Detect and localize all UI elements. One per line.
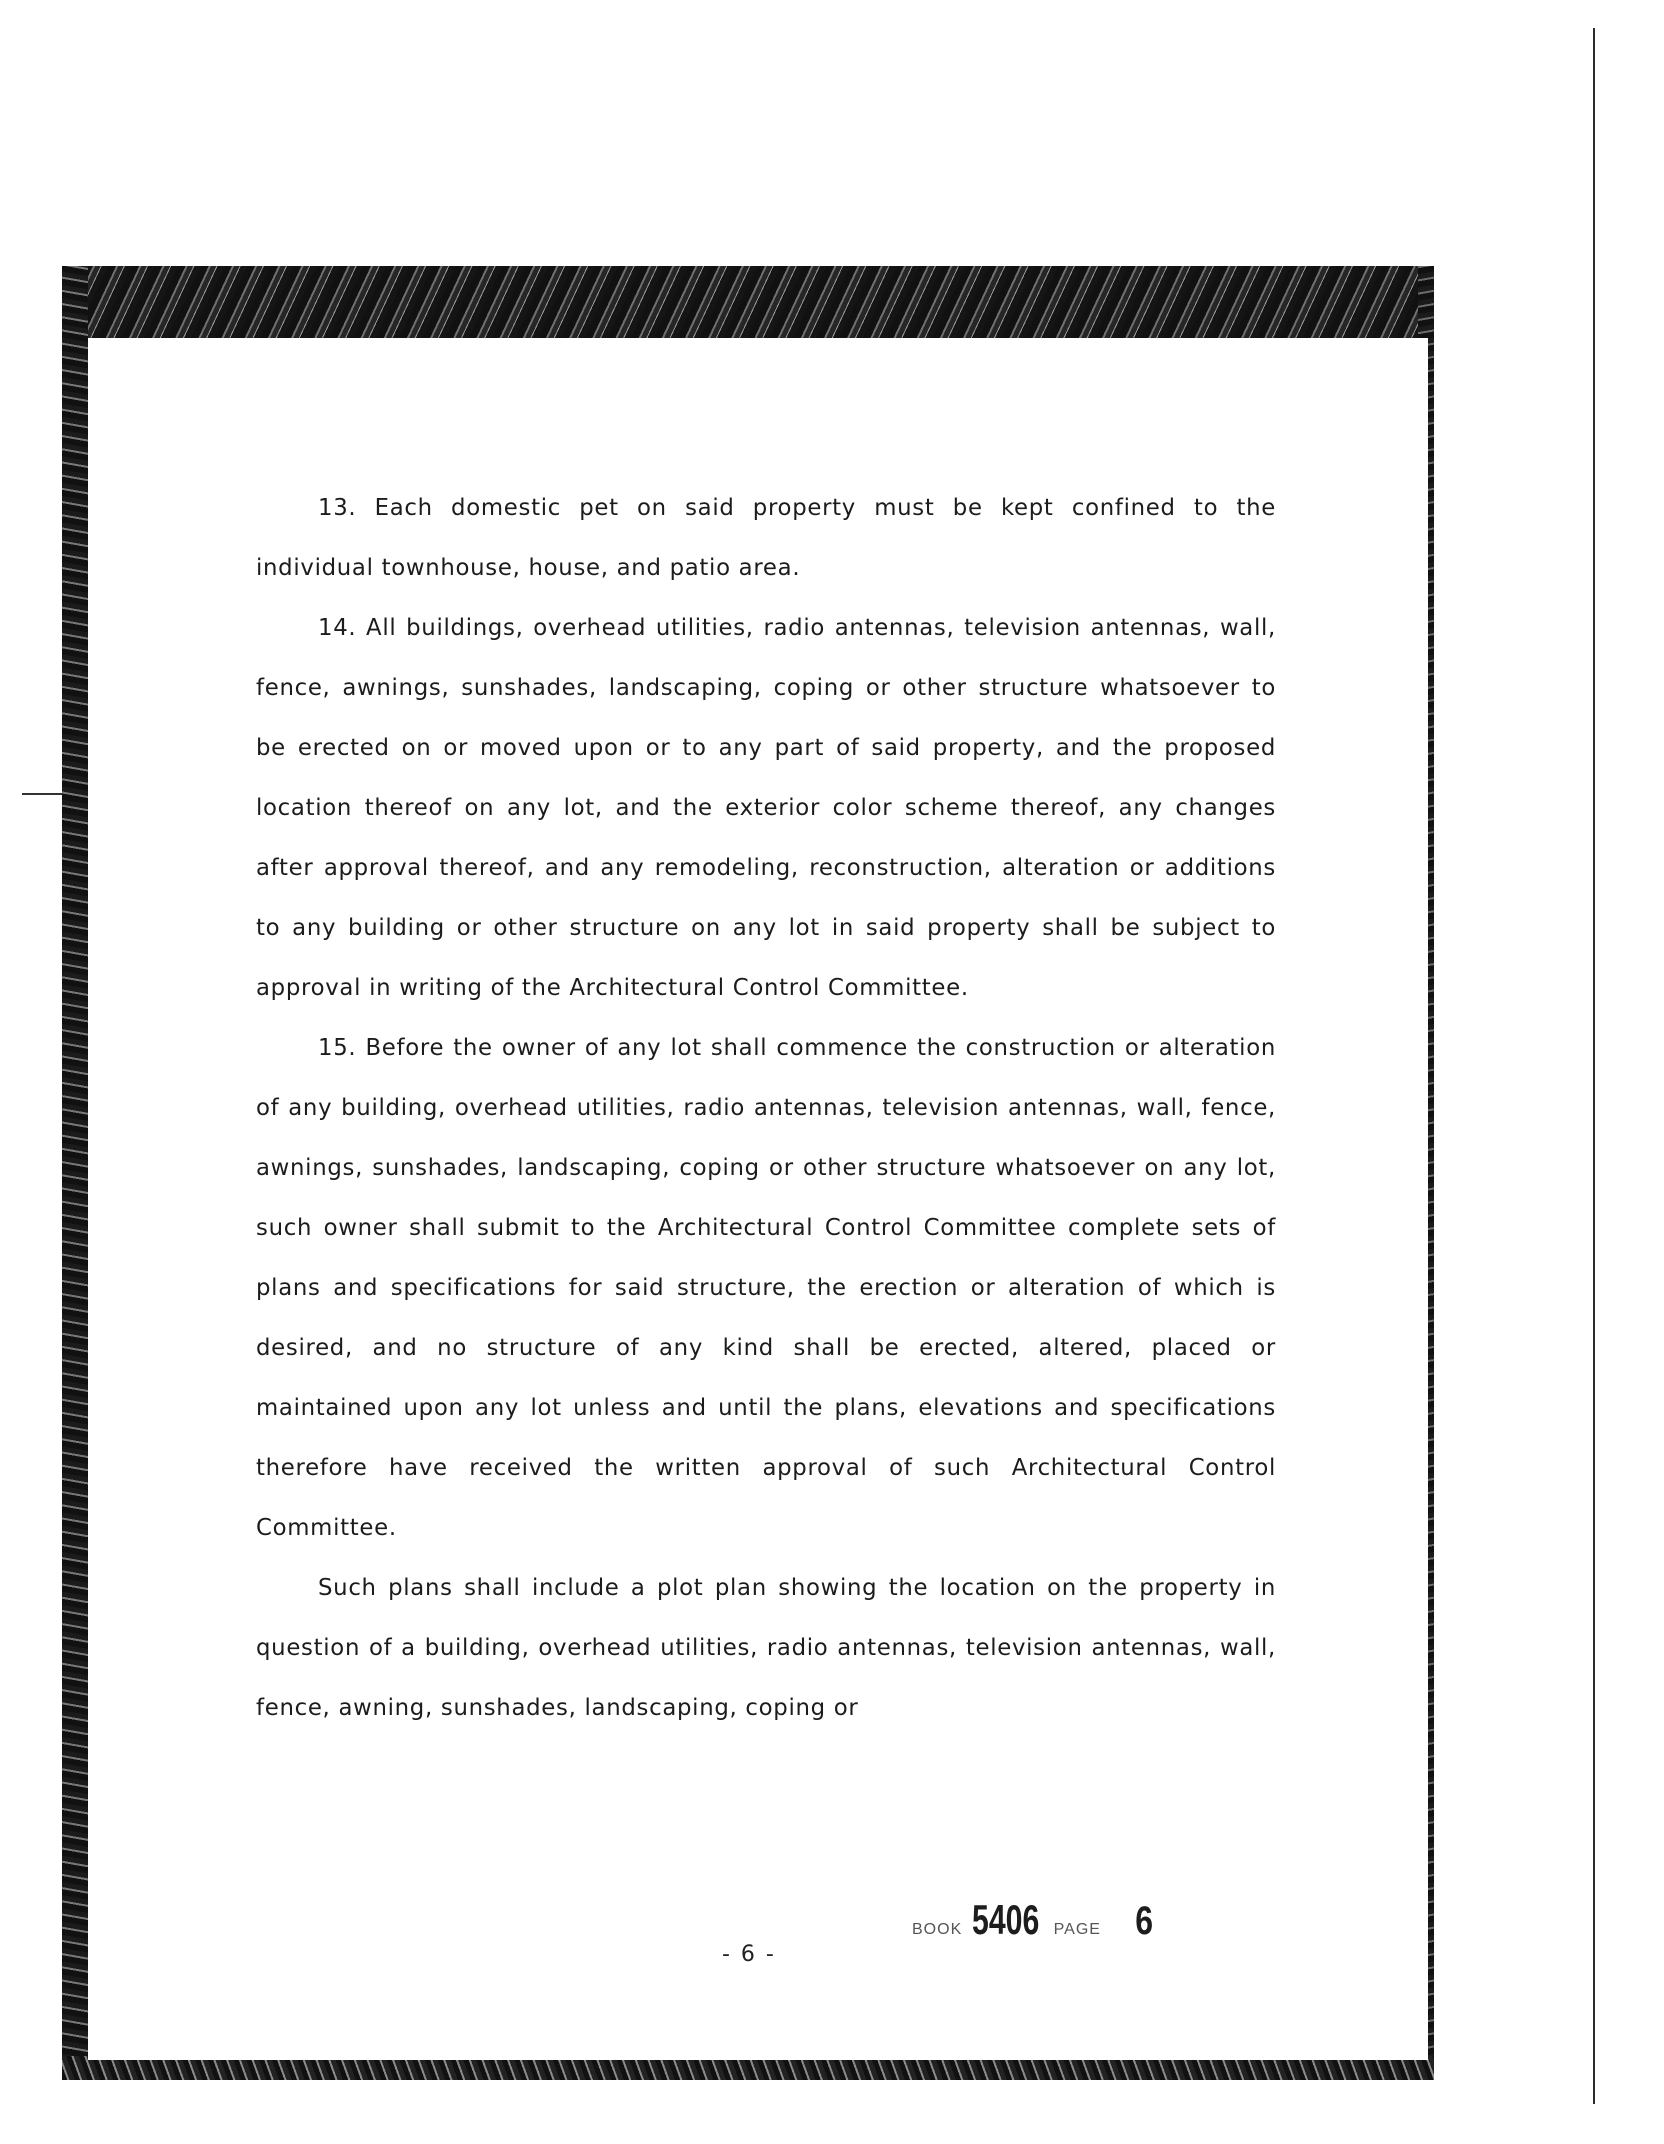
stamp-page-label: PAGE	[1053, 1921, 1101, 1938]
frame-left-edge	[62, 266, 88, 2080]
recording-stamp	[912, 1896, 1155, 1944]
page-number: - 6 -	[722, 1942, 776, 1967]
document-body	[256, 478, 1276, 1738]
paragraph-14: 14. All buildings, overhead utilities, radio antennas, television antennas, wall, fence, awnings, sunshades, landscaping, coping or other structure whatsoever to be erected on or moved upon or to any part of said property, and the proposed location thereof on any lot, and the exterior color scheme thereof, any changes after approval thereof, and any remodeling, reconstruction, alteration or additions to any building or other structure on any lot in said property shall be subject to approval in writing of the Architectural Control Committee.	[256, 615, 1276, 1001]
right-margin-rule	[1593, 28, 1595, 2104]
paragraph-plot-plan: Such plans shall include a plot plan showing the location on the property in question of a building, overhead utilities, radio antennas, television antennas, wall, fence, awning, sunshades, landscaping, coping or	[256, 1575, 1276, 1721]
stamp-page-number: 6	[1135, 1899, 1153, 1943]
paragraph-15: 15. Before the owner of any lot shall commence the construction or alteration of any building, overhead utilities, radio antennas, television antennas, wall, fence, awnings, sunshades, landscaping, coping or other structure whatsoever on any lot, such owner shall submit to the Architectural Control Committee complete sets of plans and specifications for said structure, the erection or alteration of which is desired, and no structure of any kind shall be erected, altered, placed or maintained upon any lot unless and until the plans, elevations and specifications therefore have received the written approval of such Architectural Control Committee.	[256, 1035, 1276, 1541]
stamp-book-number: 5406	[972, 1896, 1040, 1943]
stamp-book-label: BOOK	[912, 1921, 963, 1938]
paragraph-13: 13. Each domestic pet on said property must be kept confined to the individual townhouse, house, and patio area.	[256, 495, 1276, 581]
